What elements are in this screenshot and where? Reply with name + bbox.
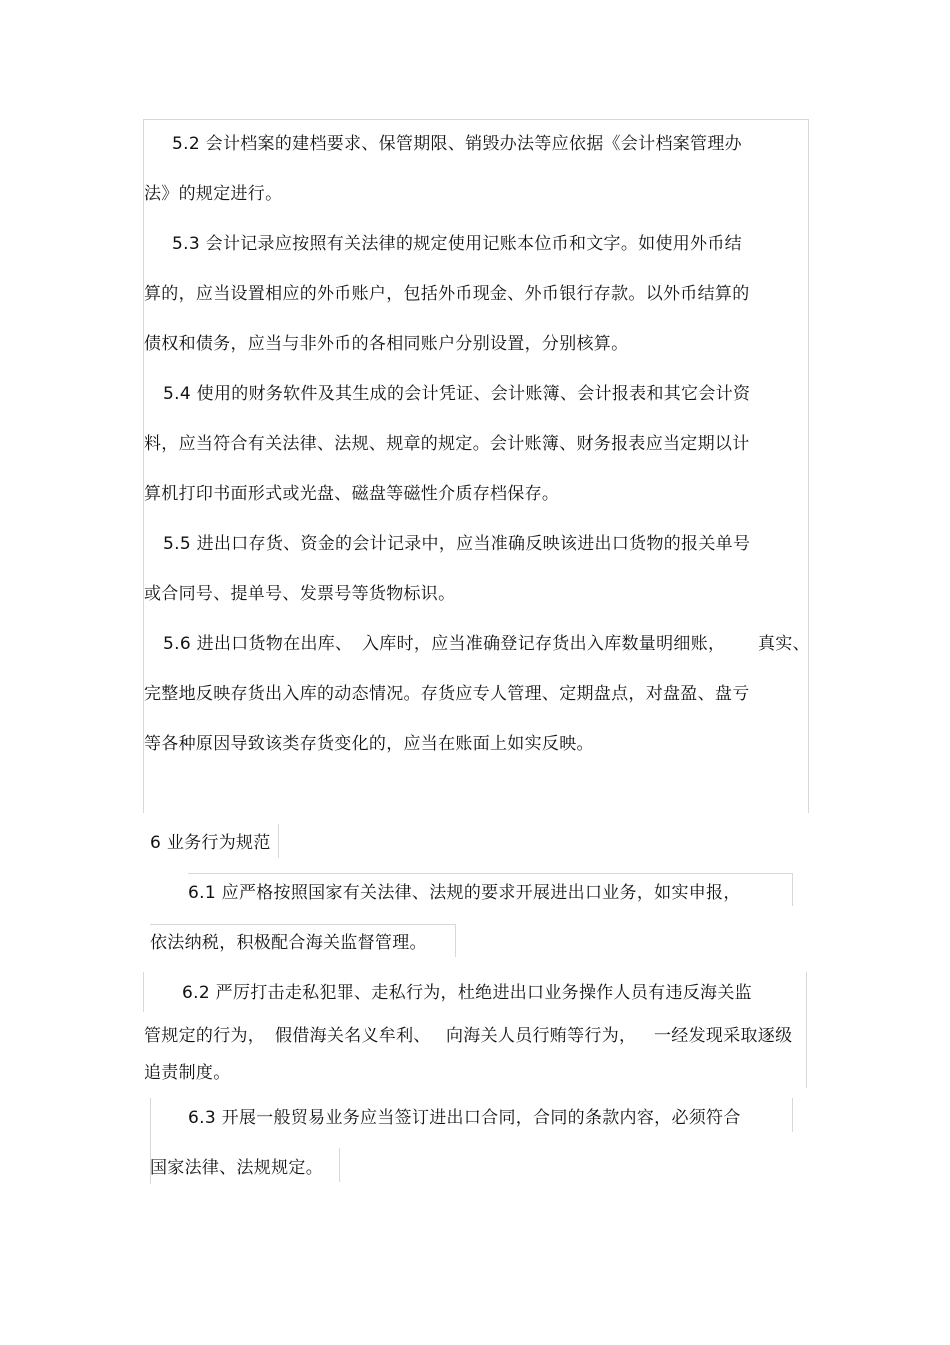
p5-3-line2: 算的，应当设置相应的外币账户，包括外币现金、外币银行存款。以外币结算的	[144, 284, 750, 304]
p6-2-line2d: 一经发现采取逐级	[654, 1026, 793, 1046]
p5-5-line2: 或合同号、提单号、发票号等货物标识。	[144, 584, 456, 604]
p6-2-line2b: 假借海关名义牟利、	[275, 1026, 431, 1046]
p5-6-line1a: 5.6 进出口货物在出库、	[163, 634, 353, 654]
p6-2-line1: 6.2 严厉打击走私犯罪、走私行为，杜绝进出口业务操作人员有违反海关监	[182, 983, 752, 1003]
p5-5-line1: 5.5 进出口存货、资金的会计记录中，应当准确反映该进出口货物的报关单号	[163, 534, 751, 554]
p6-1-line1: 6.1 应严格按照国家有关法律、法规的要求开展进出口业务，如实申报，	[188, 883, 741, 903]
p6-1-line2: 依法纳税，积极配合海关监督管理。	[150, 933, 427, 953]
p6-2-line3: 追责制度。	[144, 1063, 231, 1083]
p5-2-line1: 5.2 会计档案的建档要求、保管期限、销毁办法等应依据《会计档案管理办	[172, 134, 742, 154]
p5-3-line1: 5.3 会计记录应按照有关法律的规定使用记账本位币和文字。如使用外币结	[172, 234, 742, 254]
p6-3-frame-right-2	[339, 1148, 340, 1182]
p6-2-frame-right	[806, 972, 807, 1088]
p5-6-line1c: 真实、	[758, 634, 810, 654]
section6-heading: 6 业务行为规范	[150, 833, 271, 853]
p5-6-line2: 完整地反映存货出入库的动态情况。存货应专人管理、定期盘点，对盘盈、盘亏	[144, 684, 750, 704]
p5-4-line1: 5.4 使用的财务软件及其生成的会计凭证、会计账簿、会计报表和其它会计资	[163, 384, 751, 404]
p5-3-line3: 债权和债务，应当与非外币的各相同账户分别设置，分别核算。	[144, 334, 629, 354]
p6-2-line2a: 管规定的行为，	[144, 1026, 266, 1046]
section5-frame	[143, 119, 809, 813]
p6-2-frame-left	[143, 972, 144, 1012]
p5-6-line3: 等各种原因导致该类存货变化的，应当在账面上如实反映。	[144, 734, 594, 754]
heading6-frame-right	[278, 824, 279, 858]
p5-2-line2: 法》的规定进行。	[144, 184, 283, 204]
p6-2-line2c: 向海关人员行贿等行为，	[446, 1026, 637, 1046]
p6-3-line2: 国家法律、法规规定。	[150, 1158, 323, 1178]
p5-6-line1b: 入库时，应当准确登记存货出入库数量明细账，	[362, 634, 726, 654]
p6-3-line1: 6.3 开展一般贸易业务应当签订进出口合同，合同的条款内容，必须符合	[188, 1108, 741, 1128]
p5-4-line2: 料，应当符合有关法律、法规、规章的规定。会计账簿、财务报表应当定期以计	[144, 434, 750, 454]
p5-4-line3: 算机打印书面形式或光盘、磁盘等磁性介质存档保存。	[144, 484, 560, 504]
p6-3-frame-right	[792, 1098, 793, 1132]
